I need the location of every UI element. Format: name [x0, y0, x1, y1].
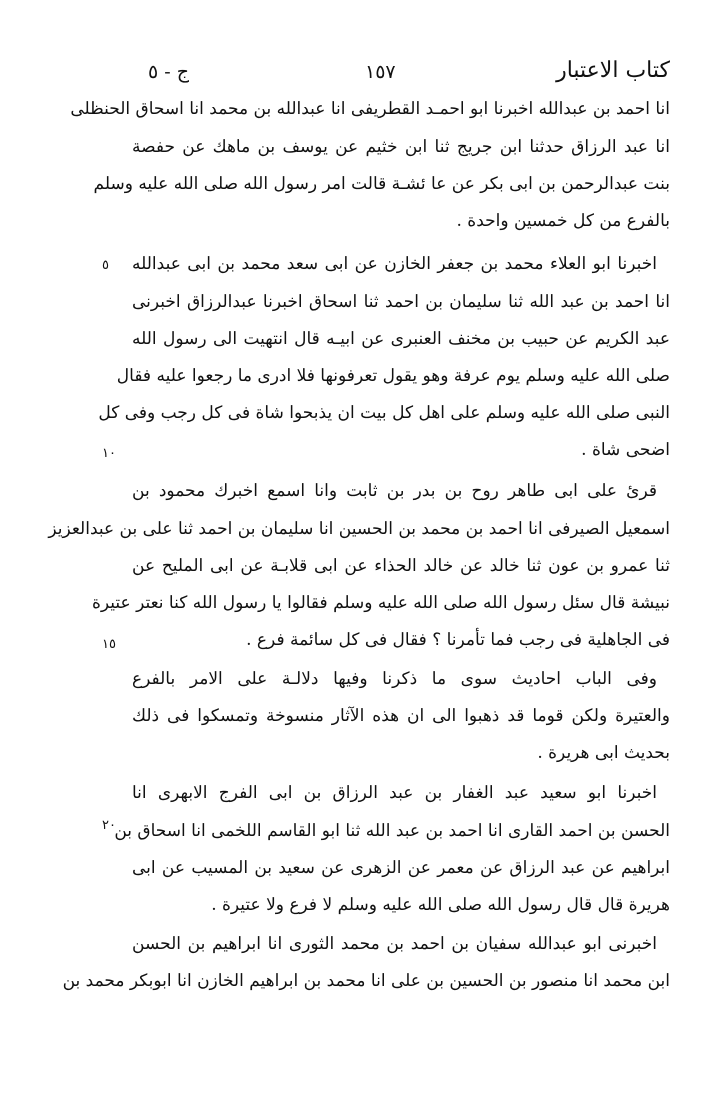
text-line: بنت عبدالرحمن بن ابى بكر عن عا ئشـة قالت امر رسول الله صلى الله عليه وسلم	[93, 174, 670, 194]
text-line: هريرة قال قال رسول الله صلى الله عليه وسلم لا فرع ولا عتيرة .	[211, 895, 670, 915]
text-line: ابن محمد انا منصور بن الحسين بن على انا محمد بن ابراهيم الخازن انا ابوبكر محمد بن	[62, 971, 670, 991]
text-line: انا احمد بن عبدالله اخبرنا ابو احمـد القطريفى انا عبدالله بن محمد انا اسحاق الحنظلى	[70, 99, 670, 119]
text-line: انا احمد بن عبد الله ثنا سليمان بن احمد ثنا اسحاق اخبرنا عبدالرزاق اخبرنى	[132, 292, 670, 312]
text-line: قرئ على ابى طاهر روح بن بدر بن ثابت وانا اسمع اخبرك محمود بن	[132, 481, 657, 501]
page-header	[130, 58, 670, 92]
book-title: كتاب الاعتبار	[556, 58, 670, 83]
text-line: بحديث ابى هريرة .	[537, 743, 670, 763]
line-number-5: ٥	[102, 258, 109, 273]
text-line: عبد الكريم عن حبيب بن مخنف العنبرى عن ابيـه قال انتهيت الى رسول الله	[132, 329, 670, 349]
text-line: وفى الباب احاديث سوى ما ذكرنا وفيها دلالـة على الامر بالفرع	[132, 669, 657, 689]
text-line: ابراهيم عن عبد الرزاق عن معمر عن الزهرى عن سعيد بن المسيب عن ابى	[132, 858, 670, 878]
volume-label: ج - ٥	[148, 61, 189, 83]
line-number-15: ١٥	[102, 637, 116, 652]
text-line: بالفرع من كل خمسين واحدة .	[456, 211, 670, 231]
text-line: الحسن بن احمد القارى انا احمد بن عبد الله ثنا ابو القاسم اللخمى انا اسحاق بن	[114, 821, 670, 841]
text-line: النبى صلى الله عليه وسلم على اهل كل بيت ان يذبحوا شاة فى كل رجب وفى كل	[98, 403, 670, 423]
text-line: صلى الله عليه وسلم يوم عرفة وهو يقول تعرفونها فلا ادرى ما رجعوا عليه فقال	[116, 366, 670, 386]
line-number-10: ١٠	[102, 446, 116, 461]
page-number: ١٥٧	[365, 61, 396, 83]
text-line: فى الجاهلية فى رجب فما تأمرنا ؟ فقال فى كل سائمة فرع .	[246, 630, 670, 650]
text-line: اخبرنا ابو سعيد عبد الغفار بن عبد الرزاق بن ابى الفرج الابهرى انا	[132, 783, 657, 803]
text-line: والعتيرة ولكن قوما قد ذهبوا الى ان هذه الآثار منسوخة وتمسكوا فى ذلك	[132, 706, 670, 726]
text-line: اضحى شاة .	[581, 440, 670, 460]
text-line: اسمعيل الصيرفى انا احمد بن محمد بن الحسين انا سليمان بن احمد ثنا على بن عبدالعزيز	[48, 519, 670, 539]
text-line: اخبرنا ابو العلاء محمد بن جعفر الخازن عن ابى سعد محمد بن ابى عبدالله	[132, 254, 657, 274]
text-line: نبيشة قال سئل رسول الله صلى الله عليه وسلم فقالوا يا رسول الله كنا نعتر عتيرة	[91, 593, 670, 613]
text-line: انا عبد الرزاق حدثنا ابن جريج ثنا ابن خثيم عن يوسف بن ماهك عن حفصة	[132, 137, 670, 157]
line-number-20: ٢٠	[102, 818, 116, 833]
text-line: اخبرنى ابو عبدالله سفيان بن احمد بن محمد الثورى انا ابراهيم بن الحسن	[132, 934, 657, 954]
text-line: ثنا عمرو بن عون ثنا خالد عن خالد الحذاء عن ابى قلابـة عن ابى المليح عن	[132, 556, 670, 576]
